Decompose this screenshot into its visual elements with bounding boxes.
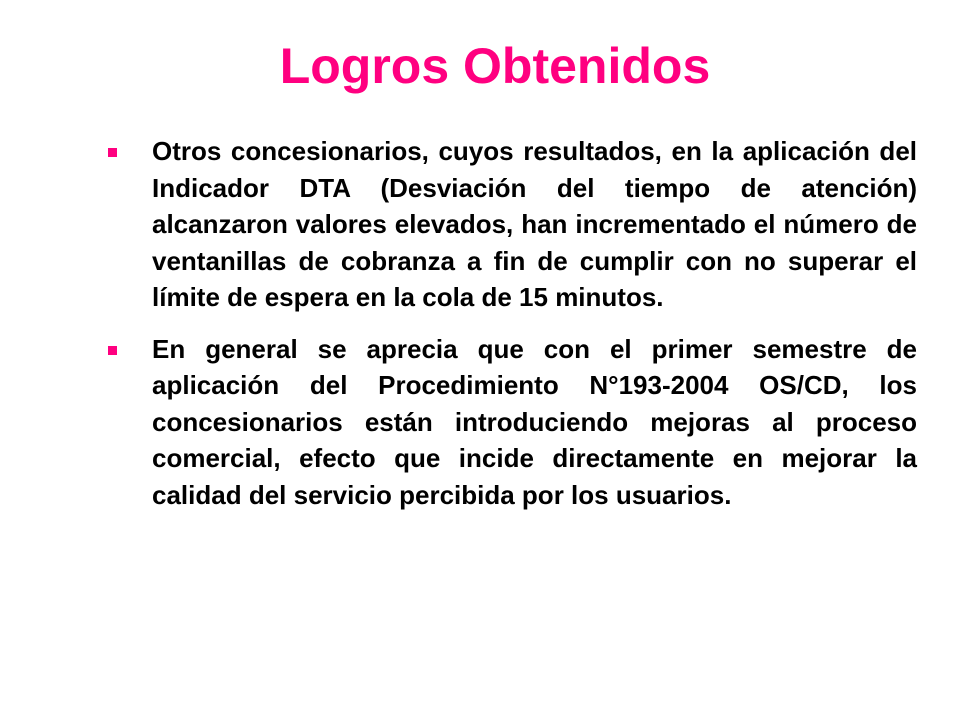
bullet-item — [0, 331, 917, 514]
square-bullet-icon — [108, 346, 117, 355]
bullet-text: Otros concesionarios, cuyos resultados, en la aplicación del Indicador DTA (Desviación del tiempo de atención) alcanzaron valores elevados, han incrementado el número de ventanillas de cobranza a fin de cumplir con no superar el límite de espera en la cola de 15 minutos. — [152, 136, 917, 312]
bullet-text: En general se aprecia que con el primer semestre de aplicación del Procedimiento N°193-2004 OS/CD, los concesionarios están introduciendo mejoras al proceso comercial, efecto que incide directamente en mejorar la calidad del servicio percibida por los usuarios. — [152, 333, 917, 510]
bullet-item — [0, 133, 917, 316]
bullet-list — [0, 133, 960, 513]
square-bullet-icon — [108, 148, 117, 157]
slide-title: Logros Obtenidos — [279, 38, 711, 94]
